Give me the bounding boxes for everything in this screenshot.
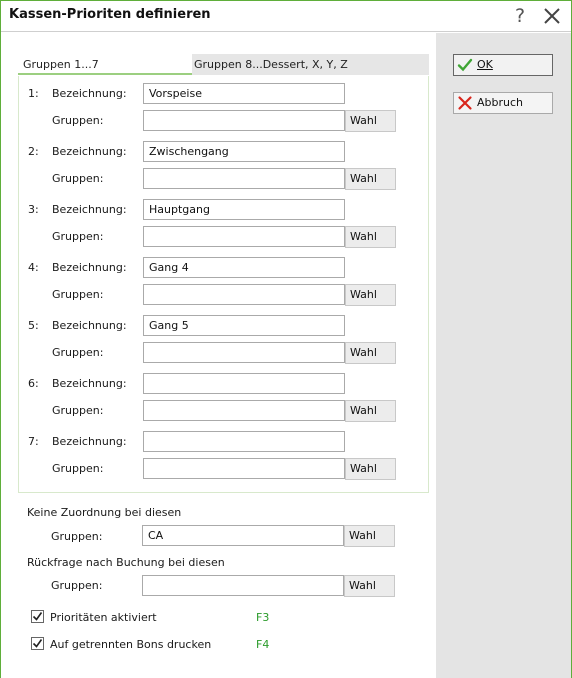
gruppen-label: Gruppen: bbox=[52, 404, 104, 417]
keine-zuordnung-heading: Keine Zuordnung bei diesen bbox=[27, 506, 182, 519]
keine-zuordnung-gruppen-label: Gruppen: bbox=[51, 530, 103, 543]
bezeichnung-label: Bezeichnung: bbox=[52, 319, 127, 332]
row-number: 1: bbox=[28, 87, 39, 100]
close-icon[interactable] bbox=[542, 6, 562, 26]
wahl-button-3[interactable]: Wahl bbox=[345, 226, 396, 248]
gruppen-label: Gruppen: bbox=[52, 114, 104, 127]
gruppen-input-5[interactable] bbox=[143, 342, 345, 363]
bezeichnung-label: Bezeichnung: bbox=[52, 145, 127, 158]
row-number: 5: bbox=[28, 319, 39, 332]
prioritaeten-checkbox[interactable] bbox=[31, 610, 44, 623]
gruppen-label: Gruppen: bbox=[52, 346, 104, 359]
main-panel bbox=[1, 33, 436, 678]
gruppen-input-7[interactable] bbox=[143, 458, 345, 479]
bezeichnung-label: Bezeichnung: bbox=[52, 203, 127, 216]
getrennte-bons-checkbox[interactable] bbox=[31, 637, 44, 650]
prioritaeten-label[interactable]: Prioritäten aktiviert bbox=[50, 611, 157, 624]
checkmark-icon bbox=[32, 611, 43, 622]
row-number: 2: bbox=[28, 145, 39, 158]
keine-zuordnung-wahl-button[interactable]: Wahl bbox=[344, 525, 395, 547]
gruppen-label: Gruppen: bbox=[52, 462, 104, 475]
row-number: 4: bbox=[28, 261, 39, 274]
cancel-label: Abbruch bbox=[477, 96, 524, 109]
ok-label: OK bbox=[477, 58, 493, 71]
wahl-button-2[interactable]: Wahl bbox=[345, 168, 396, 190]
wahl-button-4[interactable]: Wahl bbox=[345, 284, 396, 306]
wahl-button-6[interactable]: Wahl bbox=[345, 400, 396, 422]
gruppen-label: Gruppen: bbox=[52, 230, 104, 243]
gruppen-label: Gruppen: bbox=[52, 288, 104, 301]
gruppen-label: Gruppen: bbox=[52, 172, 104, 185]
tab-content-panel bbox=[18, 76, 429, 493]
wahl-button-7[interactable]: Wahl bbox=[345, 458, 396, 480]
getrennte-bons-shortcut: F4 bbox=[256, 638, 270, 651]
help-icon[interactable]: ? bbox=[514, 5, 526, 27]
getrennte-bons-label[interactable]: Auf getrennten Bons drucken bbox=[50, 638, 212, 651]
cancel-button[interactable] bbox=[453, 92, 553, 114]
cross-icon bbox=[457, 95, 473, 111]
gruppen-input-4[interactable] bbox=[143, 284, 345, 305]
bezeichnung-label: Bezeichnung: bbox=[52, 435, 127, 448]
bezeichnung-input-2[interactable]: Zwischengang bbox=[143, 141, 345, 162]
wahl-button-1[interactable]: Wahl bbox=[345, 110, 396, 132]
keine-zuordnung-gruppen-input[interactable]: CA bbox=[142, 525, 344, 546]
gruppen-input-6[interactable] bbox=[143, 400, 345, 421]
bezeichnung-label: Bezeichnung: bbox=[52, 377, 127, 390]
bezeichnung-input-5[interactable]: Gang 5 bbox=[143, 315, 345, 336]
row-number: 7: bbox=[28, 435, 39, 448]
tab-strip bbox=[18, 54, 429, 75]
button-panel bbox=[436, 33, 571, 678]
gruppen-input-2[interactable] bbox=[143, 168, 345, 189]
bezeichnung-input-7[interactable] bbox=[143, 431, 345, 452]
bezeichnung-input-3[interactable]: Hauptgang bbox=[143, 199, 345, 220]
prioritaeten-shortcut: F3 bbox=[256, 611, 270, 624]
title-bar bbox=[1, 1, 571, 32]
bezeichnung-input-4[interactable]: Gang 4 bbox=[143, 257, 345, 278]
rueckfrage-gruppen-input[interactable] bbox=[142, 575, 344, 596]
ok-button[interactable] bbox=[453, 54, 553, 76]
bezeichnung-label: Bezeichnung: bbox=[52, 261, 127, 274]
gruppen-input-3[interactable] bbox=[143, 226, 345, 247]
bezeichnung-input-1[interactable]: Vorspeise bbox=[143, 83, 345, 104]
tab-gruppen-1-7[interactable]: Gruppen 1...7 bbox=[18, 54, 192, 75]
tab-gruppen-8-dessert[interactable]: Gruppen 8...Dessert, X, Y, Z bbox=[194, 58, 348, 71]
checkmark-icon bbox=[457, 57, 473, 73]
row-number: 6: bbox=[28, 377, 39, 390]
checkmark-icon bbox=[32, 638, 43, 649]
gruppen-input-1[interactable] bbox=[143, 110, 345, 131]
window-title: Kassen-Prioriten definieren bbox=[9, 7, 211, 22]
rueckfrage-wahl-button[interactable]: Wahl bbox=[344, 575, 395, 597]
rueckfrage-heading: Rückfrage nach Buchung bei diesen bbox=[27, 556, 225, 569]
rueckfrage-gruppen-label: Gruppen: bbox=[51, 579, 103, 592]
bezeichnung-input-6[interactable] bbox=[143, 373, 345, 394]
bezeichnung-label: Bezeichnung: bbox=[52, 87, 127, 100]
row-number: 3: bbox=[28, 203, 39, 216]
wahl-button-5[interactable]: Wahl bbox=[345, 342, 396, 364]
